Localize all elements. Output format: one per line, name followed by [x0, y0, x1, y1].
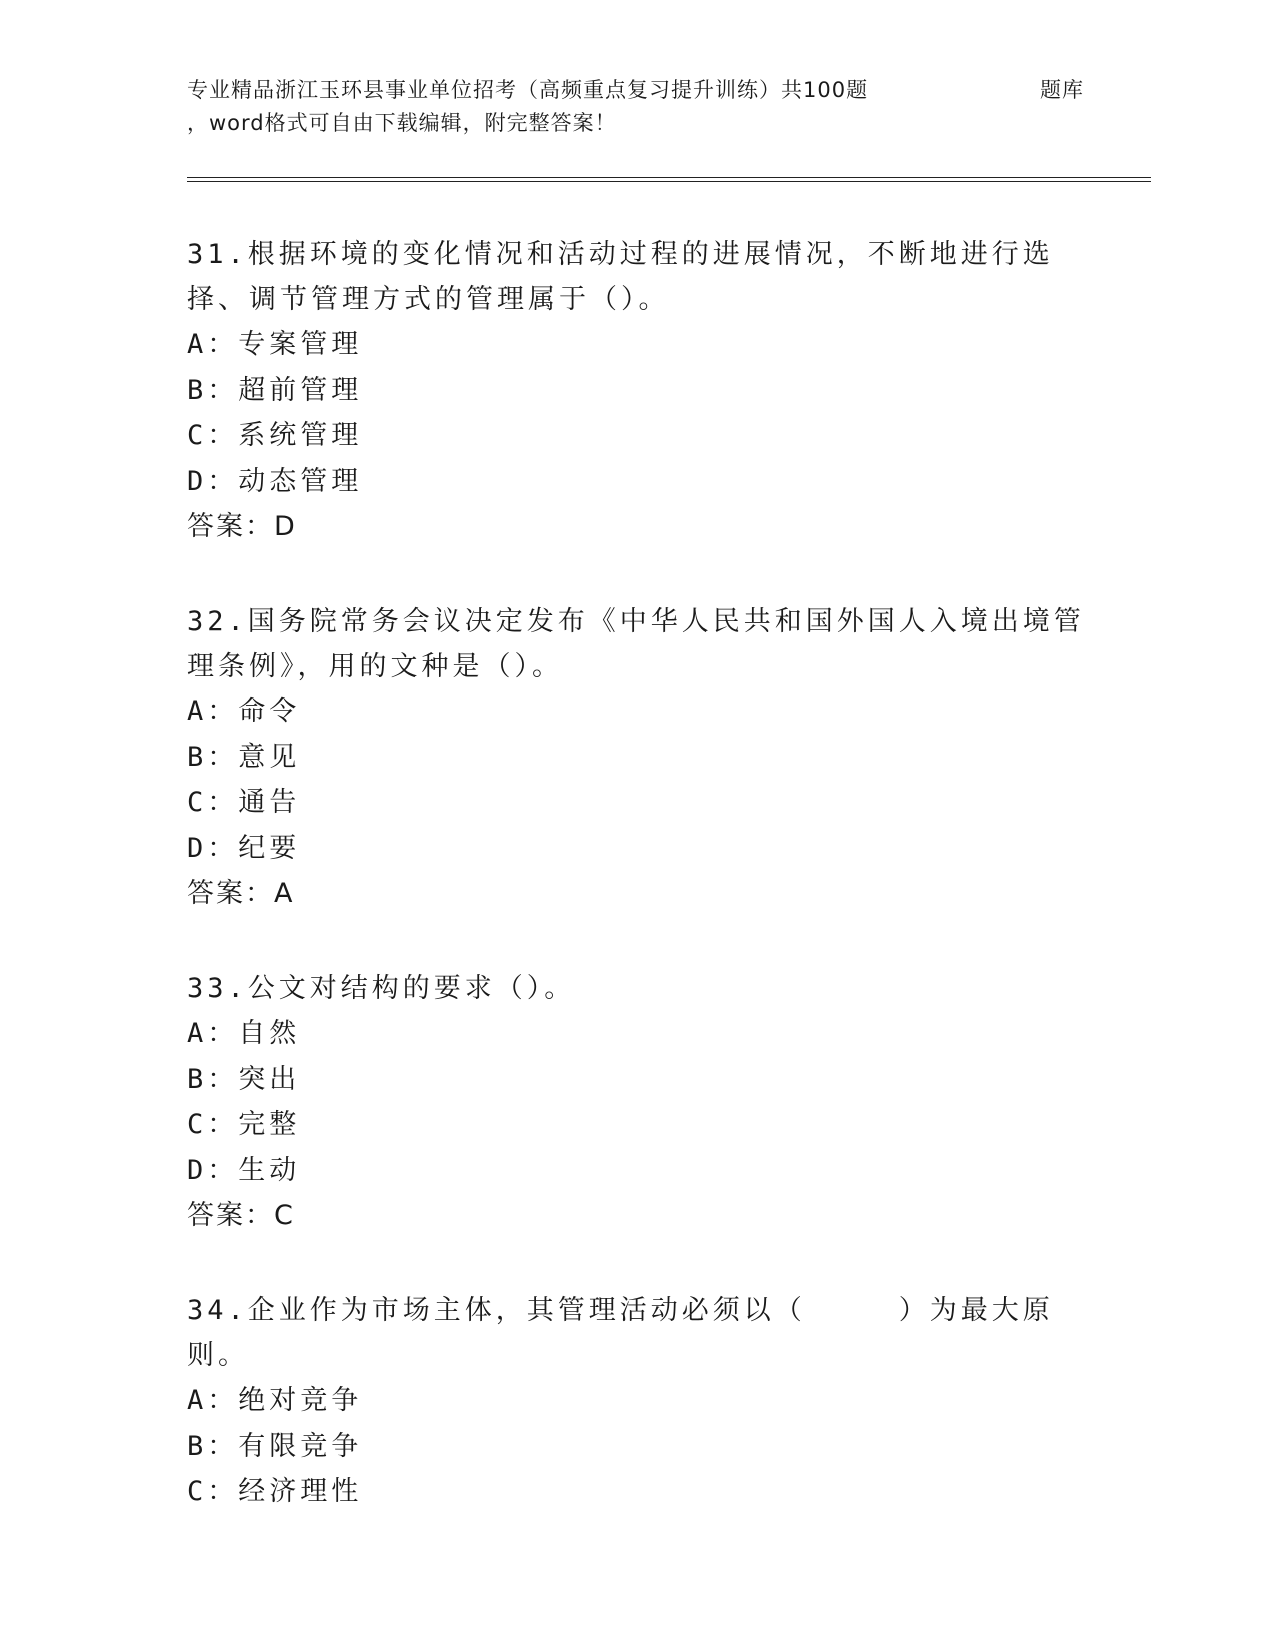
option-a: A：自然	[187, 1018, 301, 1049]
question-stem: 32.国务院常务会议决定发布《中华人民共和国外国人入境出境管理条例》，用的文种是（）。	[187, 606, 1085, 682]
question-stem: 33.公文对结构的要求（）。	[187, 973, 576, 1004]
header-divider-top	[187, 177, 1151, 178]
document-header	[187, 74, 1087, 140]
option-d: D：纪要	[187, 832, 301, 864]
question-list	[187, 232, 1087, 1565]
option-c: C：完整	[187, 1109, 301, 1140]
option-d: D：动态管理	[187, 465, 363, 497]
option-a: A：绝对竞争	[187, 1385, 363, 1416]
answer-line: 答案：A	[187, 878, 295, 909]
option-a: A：命令	[187, 696, 301, 727]
header-subtitle: ，word格式可自由下载编辑，附完整答案！	[187, 111, 617, 135]
header-tag: 题库	[1040, 78, 1084, 102]
question-stem: 31.根据环境的变化情况和活动过程的进展情况，不断地进行选择、调节管理方式的管理属于（）。	[187, 239, 1054, 315]
option-b: B：有限竞争	[187, 1430, 363, 1462]
option-a: A：专案管理	[187, 329, 363, 360]
option-c: C：系统管理	[187, 420, 363, 451]
option-b: B：突出	[187, 1063, 301, 1095]
option-d: D：生动	[187, 1154, 301, 1186]
header-title-row	[187, 74, 1087, 107]
header-title: 专业精品浙江玉环县事业单位招考（高频重点复习提升训练）共100题	[187, 78, 869, 102]
option-c: C：通告	[187, 787, 301, 818]
question-stem: 34.企业作为市场主体，其管理活动必须以（ ）为最大原则。	[187, 1295, 1054, 1371]
header-divider-bottom	[187, 181, 1151, 182]
question-33	[187, 966, 1087, 1238]
option-b: B：意见	[187, 741, 301, 773]
answer-line: 答案：D	[187, 511, 297, 542]
answer-line: 答案：C	[187, 1200, 295, 1231]
question-34	[187, 1288, 1087, 1515]
question-31	[187, 232, 1087, 549]
option-c: C：经济理性	[187, 1476, 363, 1507]
question-32	[187, 599, 1087, 916]
option-b: B：超前管理	[187, 374, 363, 406]
